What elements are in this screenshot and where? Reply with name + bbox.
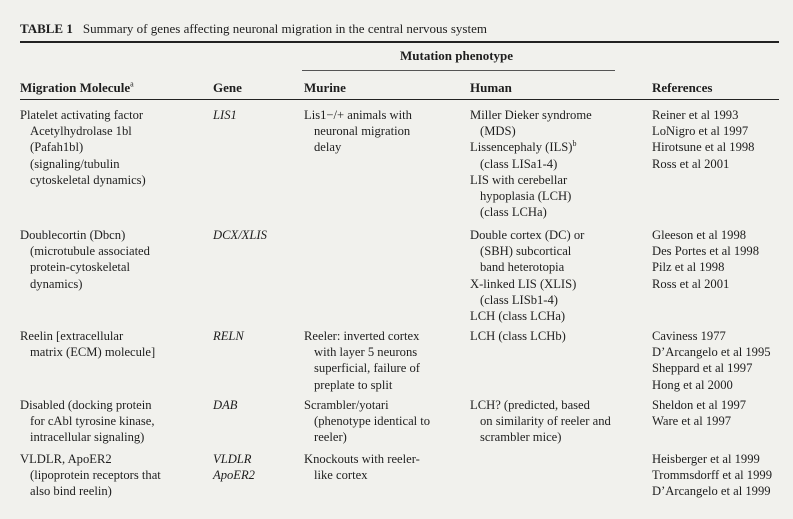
gene-line: VLDLR <box>213 452 252 466</box>
references-line: LoNigro et al 1997 <box>652 124 749 139</box>
header-mutation-phenotype: Mutation phenotype <box>400 48 514 63</box>
murine-line: (phenotype identical to <box>314 414 431 429</box>
molecule-line: protein-cytoskeletal <box>30 260 131 275</box>
human-line: Double cortex (DC) or <box>470 228 585 242</box>
header-murine: Murine <box>304 80 346 95</box>
molecule-line: matrix (ECM) molecule] <box>30 345 156 360</box>
header-human: Human <box>470 80 512 95</box>
human-line: hypoplasia (LCH) <box>480 189 572 204</box>
cell-gene <box>213 397 237 413</box>
table-caption <box>20 21 487 37</box>
cell-references <box>652 397 746 429</box>
murine-line: delay <box>314 140 342 155</box>
cell-references <box>652 451 772 500</box>
gene-line: DCX/XLIS <box>213 228 267 242</box>
cell-human <box>470 328 566 344</box>
human-line: X-linked LIS (XLIS) <box>470 276 577 291</box>
header-rule <box>20 99 779 100</box>
murine-line: Scrambler/yotari <box>304 398 389 412</box>
molecule-line: (Pafah1bl) <box>30 140 84 155</box>
cell-human <box>470 107 592 220</box>
gene-line: DAB <box>213 398 238 412</box>
references-line: Reiner et al 1993 <box>652 108 739 122</box>
human-line: band heterotopia <box>480 260 565 275</box>
human-line: (class LCHa) <box>480 205 547 220</box>
cell-references <box>652 107 754 172</box>
cell-human <box>470 227 584 324</box>
molecule-line: (signaling/tubulin <box>30 156 120 171</box>
murine-line: like cortex <box>314 468 368 483</box>
references-line: Heisberger et al 1999 <box>652 452 760 466</box>
murine-line: Lis1−/+ animals with <box>304 108 412 122</box>
cell-human <box>470 397 611 446</box>
references-line: Ross et al 2001 <box>652 156 730 171</box>
cell-gene <box>213 328 244 344</box>
cell-murine <box>304 451 420 483</box>
cell-molecule <box>20 328 155 360</box>
table-label: TABLE 1 <box>20 21 73 36</box>
cell-molecule <box>20 451 161 500</box>
human-line: (class LISb1-4) <box>480 292 558 307</box>
references-line: Caviness 1977 <box>652 329 726 343</box>
references-line: Des Portes et al 1998 <box>652 244 760 259</box>
human-line: LCH (class LCHa) <box>470 309 566 324</box>
molecule-line: (microtubule associated <box>30 244 150 259</box>
top-rule <box>20 41 779 43</box>
human-line: Miller Dieker syndrome <box>470 108 592 122</box>
gene-line: RELN <box>213 329 244 343</box>
cell-gene <box>213 107 237 123</box>
references-line: Ross et al 2001 <box>652 276 730 291</box>
human-line: (SBH) subcortical <box>480 244 572 259</box>
cell-references <box>652 227 759 292</box>
gene-line: ApoER2 <box>213 468 255 483</box>
human-line: on similarity of reeler and <box>480 414 611 429</box>
murine-line: with layer 5 neurons <box>314 345 418 360</box>
references-line: Pilz et al 1998 <box>652 260 725 275</box>
human-line: LCH? (predicted, based <box>470 398 590 412</box>
molecule-line: Disabled (docking protein <box>20 398 152 412</box>
table-title: Summary of genes affecting neuronal migration in the central nervous system <box>82 21 487 36</box>
molecule-line: intracellular signaling) <box>30 430 145 445</box>
references-line: Ware et al 1997 <box>652 414 732 429</box>
human-line: (class LISa1-4) <box>480 156 558 171</box>
references-line: Gleeson et al 1998 <box>652 228 747 242</box>
gene-line: LIS1 <box>213 108 237 122</box>
molecule-line: VLDLR, ApoER2 <box>20 452 112 466</box>
footnote-b: b <box>572 139 577 149</box>
cell-molecule <box>20 107 146 188</box>
human-line: LIS with cerebellar <box>470 172 568 187</box>
cell-molecule <box>20 397 155 446</box>
references-line: Hong et al 2000 <box>652 377 733 392</box>
murine-line: superficial, failure of <box>314 361 420 376</box>
cell-gene <box>213 451 255 483</box>
references-line: Trommsdorff et al 1999 <box>652 468 772 483</box>
human-line: LCH (class LCHb) <box>470 329 566 343</box>
cell-gene <box>213 227 267 243</box>
murine-line: Knockouts with reeler- <box>304 452 420 466</box>
header-references: References <box>652 80 713 95</box>
cell-molecule <box>20 227 150 292</box>
molecule-line: Doublecortin (Dbcn) <box>20 228 126 242</box>
footnote-a: a <box>130 79 134 89</box>
header-gene: Gene <box>213 80 242 95</box>
references-line: D’Arcangelo et al 1995 <box>652 345 771 360</box>
human-line: (MDS) <box>480 124 516 139</box>
references-line: Sheppard et al 1997 <box>652 361 753 376</box>
molecule-line: Platelet activating factor <box>20 108 144 122</box>
molecule-line: for cAbl tyrosine kinase, <box>30 414 155 429</box>
cell-murine <box>304 107 412 156</box>
molecule-line: (lipoprotein receptors that <box>30 468 161 483</box>
human-line: Lissencephaly (ILS)$^b$ <box>470 139 577 155</box>
murine-line: neuronal migration <box>314 124 411 139</box>
references-line: Sheldon et al 1997 <box>652 398 747 412</box>
human-line: scrambler mice) <box>480 430 562 445</box>
molecule-line: Acetylhydrolase 1bl <box>30 124 132 139</box>
cell-references <box>652 328 771 393</box>
molecule-line: cytoskeletal dynamics) <box>30 172 146 187</box>
references-line: D’Arcangelo et al 1999 <box>652 484 771 499</box>
molecule-line: dynamics) <box>30 276 83 291</box>
group-rule <box>302 70 615 71</box>
molecule-line: also bind reelin) <box>30 484 112 499</box>
murine-line: preplate to split <box>314 377 393 392</box>
references-line: Hirotsune et al 1998 <box>652 140 755 155</box>
header-migration-molecule: Migration Molecule$^a$ <box>20 79 134 95</box>
cell-murine <box>304 397 430 446</box>
murine-line: Reeler: inverted cortex <box>304 329 420 343</box>
molecule-line: Reelin [extracellular <box>20 329 124 343</box>
murine-line: reeler) <box>314 430 347 445</box>
cell-murine <box>304 328 420 393</box>
